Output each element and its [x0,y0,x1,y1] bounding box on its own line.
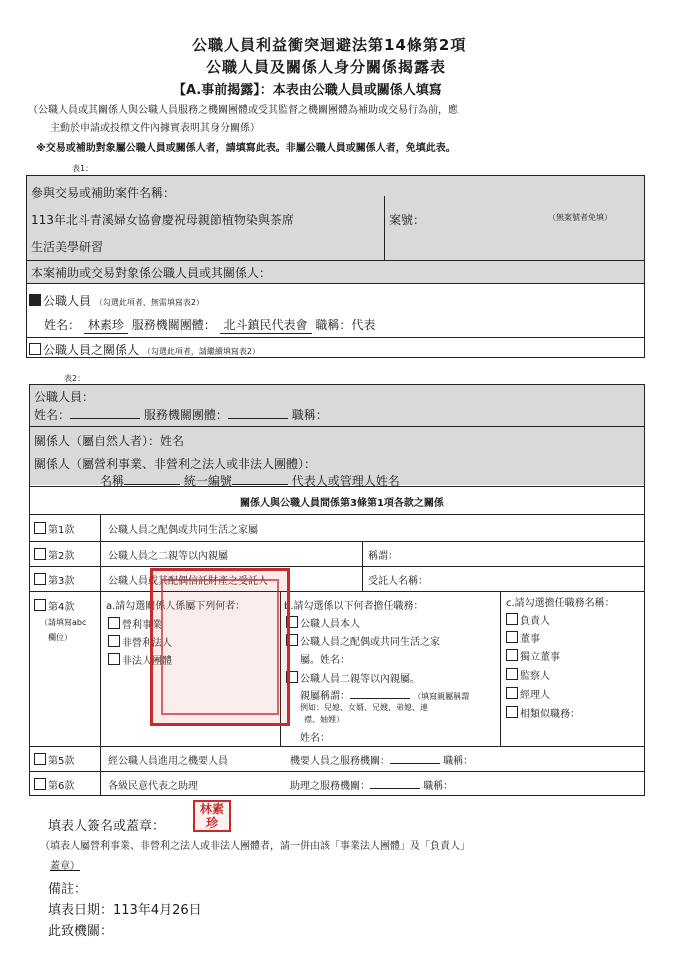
note-line-2: 主動於申請或投標文件內據實表明其身分關係） [50,123,260,134]
org-label: 服務機關團體： [131,318,216,332]
k3-title: 受託人名稱： [368,576,428,587]
k4-hint-2: 欄位） [48,633,72,642]
k5-org-field[interactable] [390,763,440,764]
rel-org-no-field[interactable] [232,484,288,485]
t2-official-label: 公職人員： [34,390,95,404]
a2-checkbox[interactable] [108,635,120,647]
k3-option[interactable] [34,572,74,587]
t2-official-row [34,406,328,423]
k6-text: 各級民意代表之助理 [108,781,198,792]
k5-label: 第5款 [48,756,75,767]
k5-option[interactable] [34,752,74,767]
b2-label-2: 屬。姓名： [300,655,350,666]
t2-org-label: 服務機關團體： [143,408,228,422]
b3-option[interactable] [286,670,420,685]
job-value[interactable]: 代表 [351,318,376,332]
k1-text: 公職人員之配偶或共同生活之家屬 [108,525,258,536]
rel-org-name-field[interactable] [124,484,180,485]
date-row [48,899,202,918]
note-line-3: ※交易或補助對象屬公職人員或關係人者，請填寫此表。非屬公職人員或關係人者，免填此表。 [36,143,456,154]
k6-job-label: 職稱： [423,781,454,792]
case-name-value-2: 生活美學研習 [31,240,104,254]
rel-org-no-label: 統一編號 [183,474,232,488]
remark-label: 備註： [48,882,88,897]
k2-label: 第2款 [48,551,75,562]
k4-checkbox[interactable] [34,599,46,611]
c2-checkbox[interactable] [506,631,518,643]
target-label: 本案補助或交易對象係公職人員或其關係人： [31,266,272,280]
k6-org-field[interactable] [370,788,420,789]
b2-option[interactable] [286,633,440,648]
k5-job-label: 職稱： [443,756,474,767]
section-a-heading: 【A.事前揭露】：本表由公職人員或關係人填寫 [173,83,442,98]
t2-name-field[interactable] [70,418,140,419]
b3-title-field[interactable] [350,698,410,699]
c5-option[interactable] [506,686,550,701]
case-name-value-1: 113年北斗青溪婦女協會慶祝母親節植物染與茶席 [31,213,294,227]
a2-label: 非營利法人 [122,638,172,649]
sign-note-2: 蓋章） [50,861,80,872]
table1-label: 表1： [72,164,94,173]
official-label: 公職人員 [43,294,92,308]
official-hint: （勾選此項者，無需填寫表2） [94,298,204,307]
k3-text: 公職人員或其配偶信託財產之受託人 [108,576,268,587]
rel-org-name-label: 名稱 [100,474,125,488]
relative-hint: （勾選此項者，請繼續填寫表2） [142,347,260,356]
name-value[interactable]: 林素珍 [84,316,128,334]
official-info-row [44,316,375,334]
date-label: 填表日期： [48,903,114,918]
c6-label: 相類似職務： [520,709,580,720]
rel-org-rep-label: 代表人或管理人姓名 [291,474,400,488]
sign-label: 填表人簽名或蓋章： [48,819,166,834]
k6-checkbox[interactable] [34,778,46,790]
c3-checkbox[interactable] [506,649,518,661]
table2-label: 表2： [64,374,86,383]
t2-org-field[interactable] [228,418,288,419]
c-title: c.請勾選擔任職務名稱： [506,598,615,609]
k6-org-label: 助理之服務機關： [290,781,370,792]
form-title-2: 公職人員及關係人身分關係揭露表 [206,58,447,76]
b-title: b.請勾選係以下何者擔任職務： [284,601,424,612]
c2-label: 董事 [520,634,540,645]
b3-hint-3: 襟、妯娌） [304,715,344,724]
k5-org-row [290,752,473,767]
k4-hint-1: （請填寫abc [40,618,87,627]
job-label: 職稱： [315,318,352,332]
k5-text: 經公職人員進用之機要人員 [108,756,228,767]
t2-rel-org: 關係人（屬營利事業、非營利之法人或非法人團體）： [34,457,317,471]
relative-label: 公職人員之關係人 [43,343,140,357]
note-line-1: （公職人員或其關係人與公職人員服務之機關團體或受其監督之機關團體為補助或交易行為前，應 [28,105,458,116]
c6-checkbox[interactable] [506,706,518,718]
k6-label: 第6款 [48,781,75,792]
relative-checkbox[interactable] [29,343,41,355]
a3-checkbox[interactable] [108,653,120,665]
k3-label: 第3款 [48,576,75,587]
b2-label-1: 公職人員之配偶或共同生活之家 [300,637,440,648]
k6-org-row [290,777,453,792]
t2-job-label: 職稱： [291,408,328,422]
t2-rel-org-row [100,472,400,489]
k1-checkbox[interactable] [34,522,46,534]
k2-checkbox[interactable] [34,548,46,560]
to-label: 此致機關： [48,924,114,939]
k1-label: 第1款 [48,525,75,536]
case-no-hint: （無案號者免填） [548,213,612,222]
name-label: 姓名： [44,318,81,332]
b3-hint-1: （填寫親屬稱謂 [413,692,470,701]
c4-checkbox[interactable] [506,668,518,680]
c5-checkbox[interactable] [506,687,518,699]
form-title-1: 公職人員利益衝突迴避法第14條第2項 [192,36,467,54]
k6-option[interactable] [34,777,74,792]
case-name-label: 參與交易或補助案件名稱： [31,186,176,200]
k2-text: 公職人員之二親等以內親屬 [108,551,228,562]
k2-title: 稱謂： [368,551,398,562]
sign-note-1: （填表人屬營利事業、非營利之法人或非法人團體者，請一併由該「事業法人團體」及「負責人」 [40,841,470,852]
c1-label: 負責人 [520,616,550,627]
b3-name: 姓名： [300,733,330,744]
signature-stamp: 林素珍 [193,800,231,832]
b3-hint-2: 例如：兒媳、女婿、兄嫂、弟媳、連 [300,703,428,712]
k5-org-label: 機要人員之服務機關： [290,756,390,767]
c4-option[interactable] [506,667,550,682]
k4-label: 第4款 [48,602,75,613]
c4-label: 監察人 [520,671,550,682]
relation-header: 關係人與公職人員間係第3條第1項各款之關係 [240,498,444,509]
k4-option[interactable] [34,598,74,613]
official-seal-stamp [150,568,290,726]
b1-label: 公職人員本人 [300,619,360,630]
official-checkbox[interactable] [29,294,41,306]
k1-option[interactable] [34,521,74,536]
a1-checkbox[interactable] [108,617,120,629]
org-value[interactable]: 北斗鎮民代表會 [220,316,312,334]
a1-label: 營利事業 [122,620,162,631]
k2-option[interactable] [34,547,74,562]
b3-title-row [300,687,469,702]
c1-option[interactable] [506,612,550,627]
c2-option[interactable] [506,630,540,645]
official-option[interactable] [29,292,204,309]
c1-checkbox[interactable] [506,613,518,625]
c3-label: 獨立董事 [520,652,560,663]
k3-checkbox[interactable] [34,573,46,585]
b3-label: 公職人員二親等以內親屬。 [300,674,420,685]
b1-option[interactable] [286,615,360,630]
k5-checkbox[interactable] [34,753,46,765]
b3-title: 親屬稱謂： [300,691,350,702]
c6-option[interactable] [506,705,580,720]
c3-option[interactable] [506,648,560,663]
c5-label: 經理人 [520,690,550,701]
t2-rel-person: 關係人（屬自然人者）：姓名 [34,434,185,448]
relative-option[interactable] [29,341,260,358]
t2-name-label: 姓名： [34,408,71,422]
case-no-label: 案號： [389,213,426,227]
a-title: a.請勾選關係人係屬下列何者： [106,601,246,612]
date-value[interactable]: 113年4月26日 [113,903,202,918]
a3-label: 非法人團體 [122,656,172,667]
